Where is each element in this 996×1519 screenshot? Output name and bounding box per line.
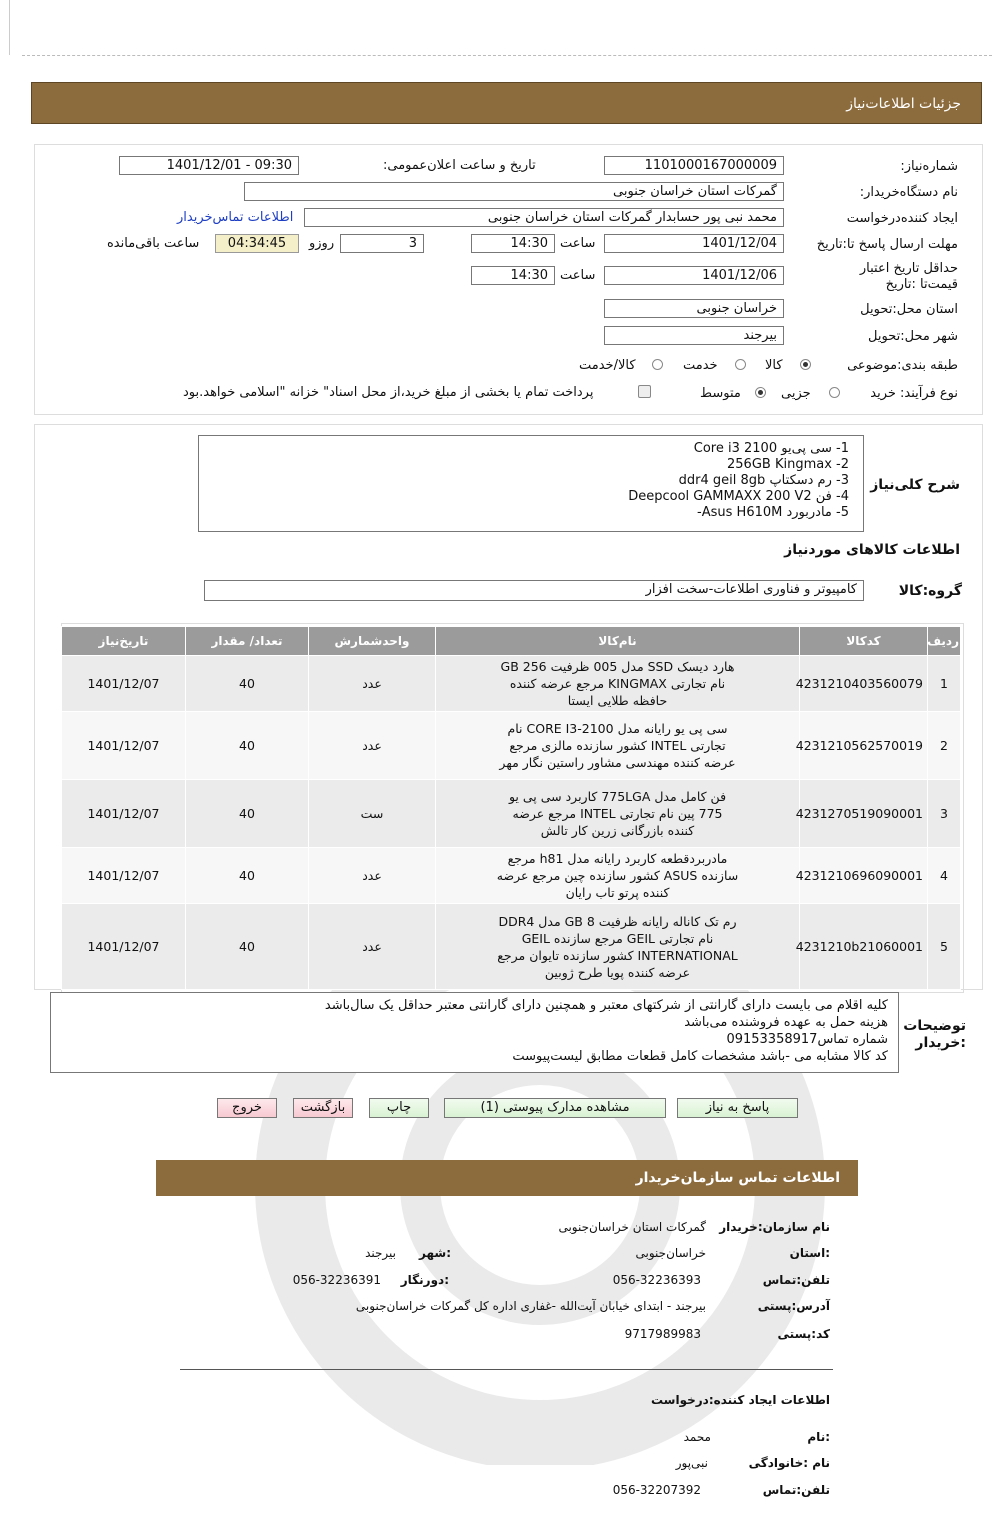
validity-label: حداقل تاریخ اعتبار قیمت‌تا :تاریخ	[859, 261, 958, 292]
deadline-label: مهلت ارسال پاسخ تا‌:تاریخ	[816, 237, 958, 252]
deadline-date-field: 1401/12/04	[604, 234, 784, 253]
province-label: استان محل‌:تحویل	[860, 302, 958, 317]
notes-line: کلیه اقلام می بایست دارای گارانتی از شرکتهای معتبر و همچنین دارای گارانتی معتبر حداقل یک سال‌باشد	[324, 998, 888, 1013]
contact-title: اطلاعات تماس سازمان‌خریدار	[635, 1170, 840, 1186]
notes-box	[50, 992, 899, 1073]
need-number-label: شماره‌نیاز:	[900, 159, 958, 174]
row-unit: عدد	[309, 656, 436, 712]
top-divider	[22, 55, 992, 56]
contact-city-value: بیرجند	[365, 1246, 396, 1260]
col-date-header: تاریخ‌نیاز	[62, 627, 186, 656]
row-unit: عدد	[309, 848, 436, 904]
requester-name-label: :نام	[807, 1430, 830, 1444]
back-button[interactable]: بازگشت	[293, 1098, 353, 1118]
requester-title: اطلاعات ایجاد کننده‌:درخواست	[650, 1393, 830, 1407]
city-field: بیرجند	[604, 326, 784, 345]
summary-line: 2- 256GB Kingmax	[727, 457, 849, 472]
days-field: 3	[340, 234, 424, 253]
print-button[interactable]: چاپ	[369, 1098, 429, 1118]
table-row	[62, 712, 961, 780]
requester-phone-label: تلفن‌:تماس	[762, 1483, 830, 1497]
row-name: فن کامل مدل 775LGA کاربرد سی پی یو 775 پین نام تجارتی INTEL مرجع عرضه کننده بازرگانی زرین کار تالش	[436, 780, 800, 848]
goods-panel	[34, 424, 983, 990]
remaining-label: ساعت باقی‌مانده	[107, 236, 200, 251]
col-unit-header: واحدشمارش	[309, 627, 436, 656]
row-unit: عدد	[309, 712, 436, 780]
col-name-header: نام‌کالا	[436, 627, 800, 656]
summary-line: 5- مادربورد Asus H610M-	[697, 505, 849, 520]
row-unit: عدد	[309, 904, 436, 990]
requester-family-value: نبی‌پور	[675, 1456, 708, 1470]
contact-divider	[180, 1369, 833, 1370]
row-date: 1401/12/07	[62, 904, 186, 990]
left-edge-line	[9, 0, 10, 55]
process-medium-label: متوسط	[700, 386, 741, 401]
city-label: شهر محل‌:تحویل	[868, 329, 958, 344]
creator-label: ایجاد کننده‌درخواست	[846, 211, 958, 226]
payment-checkbox[interactable]	[638, 385, 651, 398]
org-value: گمرکات استان خراسان‌جنوبی	[558, 1220, 706, 1234]
announce-field: 1401/12/01 - 09:30	[119, 156, 299, 175]
contact-phone-label: تلفن‌:تماس	[762, 1273, 830, 1287]
row-code: 4231210b21060001	[800, 904, 928, 990]
payment-note: پرداخت تمام یا بخشی از مبلغ خرید،از محل اسناد" خزانه "اسلامی خواهد.بود	[183, 385, 594, 400]
buyer-contact-link[interactable]: اطلاعات تماس‌خریدار	[177, 210, 294, 225]
row-code: 4231210696090001	[800, 848, 928, 904]
table-row	[62, 848, 961, 904]
fax-value: 056-32236391	[292, 1273, 381, 1287]
process-medium-radio[interactable]	[755, 387, 766, 398]
postal-value: 9717989983	[624, 1327, 701, 1341]
process-label: نوع فرآیند: خرید	[870, 386, 958, 401]
category-goods-label: کالا	[765, 358, 783, 373]
summary-line: 1- سی پی‌یو Core i3 2100	[693, 441, 849, 456]
notes-line: شماره تماس09153358917	[726, 1032, 888, 1047]
row-code: 4231210562570019	[800, 712, 928, 780]
address-value: بیرجند - ابتدای خیابان آیت‌الله -غفاری اداره کل گمرکات خراسان‌جنوبی	[355, 1299, 706, 1313]
row-qty: 40	[186, 656, 309, 712]
creator-field: محمد نبی پور حسابدار گمرکات استان خراسان جنوبی	[304, 208, 784, 227]
org-label: نام سازمان‌:خریدار	[719, 1220, 830, 1234]
items-table-wrap	[61, 623, 964, 993]
deadline-time-field: 14:30	[471, 234, 555, 253]
row-code: 4231210403560079	[800, 656, 928, 712]
row-qty: 40	[186, 848, 309, 904]
goods-group-field: کامپیوتر و فناوری اطلاعات-سخت افزار	[204, 580, 864, 601]
process-partial-radio[interactable]	[829, 387, 840, 398]
reply-button[interactable]: پاسخ به نیاز	[677, 1098, 798, 1118]
row-date: 1401/12/07	[62, 656, 186, 712]
exit-button[interactable]: خروج	[217, 1098, 277, 1118]
contact-province-value: خراسان‌جنوبی	[635, 1246, 706, 1260]
row-date: 1401/12/07	[62, 848, 186, 904]
row-qty: 40	[186, 780, 309, 848]
contact-header	[156, 1160, 858, 1196]
page-title: جزئیات اطلاعات‌نیاز	[846, 96, 961, 112]
table-header-row	[62, 627, 961, 656]
category-both-radio[interactable]	[652, 359, 663, 370]
goods-title: اطلاعات کالاهای موردنیاز	[784, 542, 960, 558]
summary-box	[198, 435, 864, 532]
row-index: 2	[928, 712, 961, 780]
goods-group-label: گروه‌:کالا	[898, 583, 962, 599]
deadline-time-label: ساعت	[560, 236, 596, 251]
row-name: هارد دیسک SSD مدل 005 ظرفیت 256 GB نام تجارتی KINGMAX مرجع عرضه کننده حافظه طلایی ایستا	[436, 656, 800, 712]
notes-label: توضیحات :خریدار	[903, 1018, 966, 1051]
postal-label: کد‌:پستی	[777, 1327, 830, 1341]
days-label: روزو	[309, 236, 335, 251]
notes-line: کد کالا مشابه می -باشد مشخصات کامل قطعات مطابق لیست‌پیوست	[512, 1049, 888, 1064]
page-header	[31, 82, 982, 124]
row-index: 1	[928, 656, 961, 712]
province-field: خراسان جنوبی	[604, 299, 784, 318]
contact-city-label: :شهر	[419, 1246, 451, 1260]
row-unit: ست	[309, 780, 436, 848]
contact-phone-value: 056-32236393	[612, 1273, 701, 1287]
process-partial-label: جزیی	[781, 386, 811, 401]
address-label: آدرس‌:پستی	[757, 1299, 830, 1313]
validity-date-field: 1401/12/06	[604, 266, 784, 285]
contact-province-label: :استان	[789, 1246, 830, 1260]
row-date: 1401/12/07	[62, 712, 186, 780]
category-label: طبقه بندی‌:موضوعی	[847, 358, 958, 373]
requester-phone-value: 056-32207392	[612, 1483, 701, 1497]
row-name: سی پی یو رایانه مدل CORE I3-2100 نام تجارتی INTEL کشور سازنده مالزی مرجع عرضه کننده مهندسی مشاور راستین نگار مهر	[436, 712, 800, 780]
requester-name-value: محمد	[683, 1430, 711, 1444]
validity-time-field: 14:30	[471, 266, 555, 285]
row-name: مادربردقطعه کاربرد رایانه مدل h81 مرجع سازنده ASUS کشور سازنده چین مرجع عرضه کننده پرتو تاب رایان	[436, 848, 800, 904]
announce-label: تاریخ و ساعت اعلان‌عمومی:	[383, 158, 536, 173]
category-service-label: خدمت	[683, 358, 718, 373]
row-qty: 40	[186, 904, 309, 990]
remaining-timer: 04:34:45	[215, 234, 299, 253]
category-service-radio[interactable]	[735, 359, 746, 370]
buyer-label: نام دستگاه‌خریدار:	[859, 185, 958, 200]
items-table	[61, 626, 961, 990]
summary-label: شرح کلی‌نیاز	[870, 477, 960, 493]
row-code: 4231270519090001	[800, 780, 928, 848]
attachments-button[interactable]: مشاهده مدارک پیوستی (1)	[444, 1098, 666, 1118]
need-number-field: 1101000167000009	[604, 156, 784, 175]
requester-family-label: نام :خانوادگی	[748, 1456, 830, 1470]
category-both-label: کالا/خدمت	[579, 358, 636, 373]
buyer-field: گمرکات استان خراسان جنوبی	[244, 182, 784, 201]
notes-line: هزینه حمل به عهده فروشنده می‌باشد	[684, 1015, 888, 1030]
fax-label: :دورنگار	[400, 1273, 449, 1287]
row-index: 5	[928, 904, 961, 990]
row-qty: 40	[186, 712, 309, 780]
need-info-panel	[34, 144, 983, 415]
validity-time-label: ساعت	[560, 268, 596, 283]
col-index-header: ردیف	[928, 627, 961, 656]
row-date: 1401/12/07	[62, 780, 186, 848]
summary-line: 4- فن Deepcool GAMMAXX 200 V2	[628, 489, 849, 504]
row-name: رم تک کاناله رایانه ظرفیت 8 GB مدل DDR4 نام تجارتی GEIL مرجع سازنده GEIL INTERNATIONAL کشور سازنده تایوان مرجع عرضه کننده پویا طرح ژوبین	[436, 904, 800, 990]
table-row	[62, 656, 961, 712]
row-index: 4	[928, 848, 961, 904]
table-row	[62, 780, 961, 848]
table-row	[62, 904, 961, 990]
row-index: 3	[928, 780, 961, 848]
col-code-header: کدکالا	[800, 627, 928, 656]
summary-line: 3- رم دسکتاپ ddr4 geil 8gb	[678, 473, 849, 488]
col-qty-header: تعداد/ مقدار	[186, 627, 309, 656]
category-goods-radio[interactable]	[800, 359, 811, 370]
